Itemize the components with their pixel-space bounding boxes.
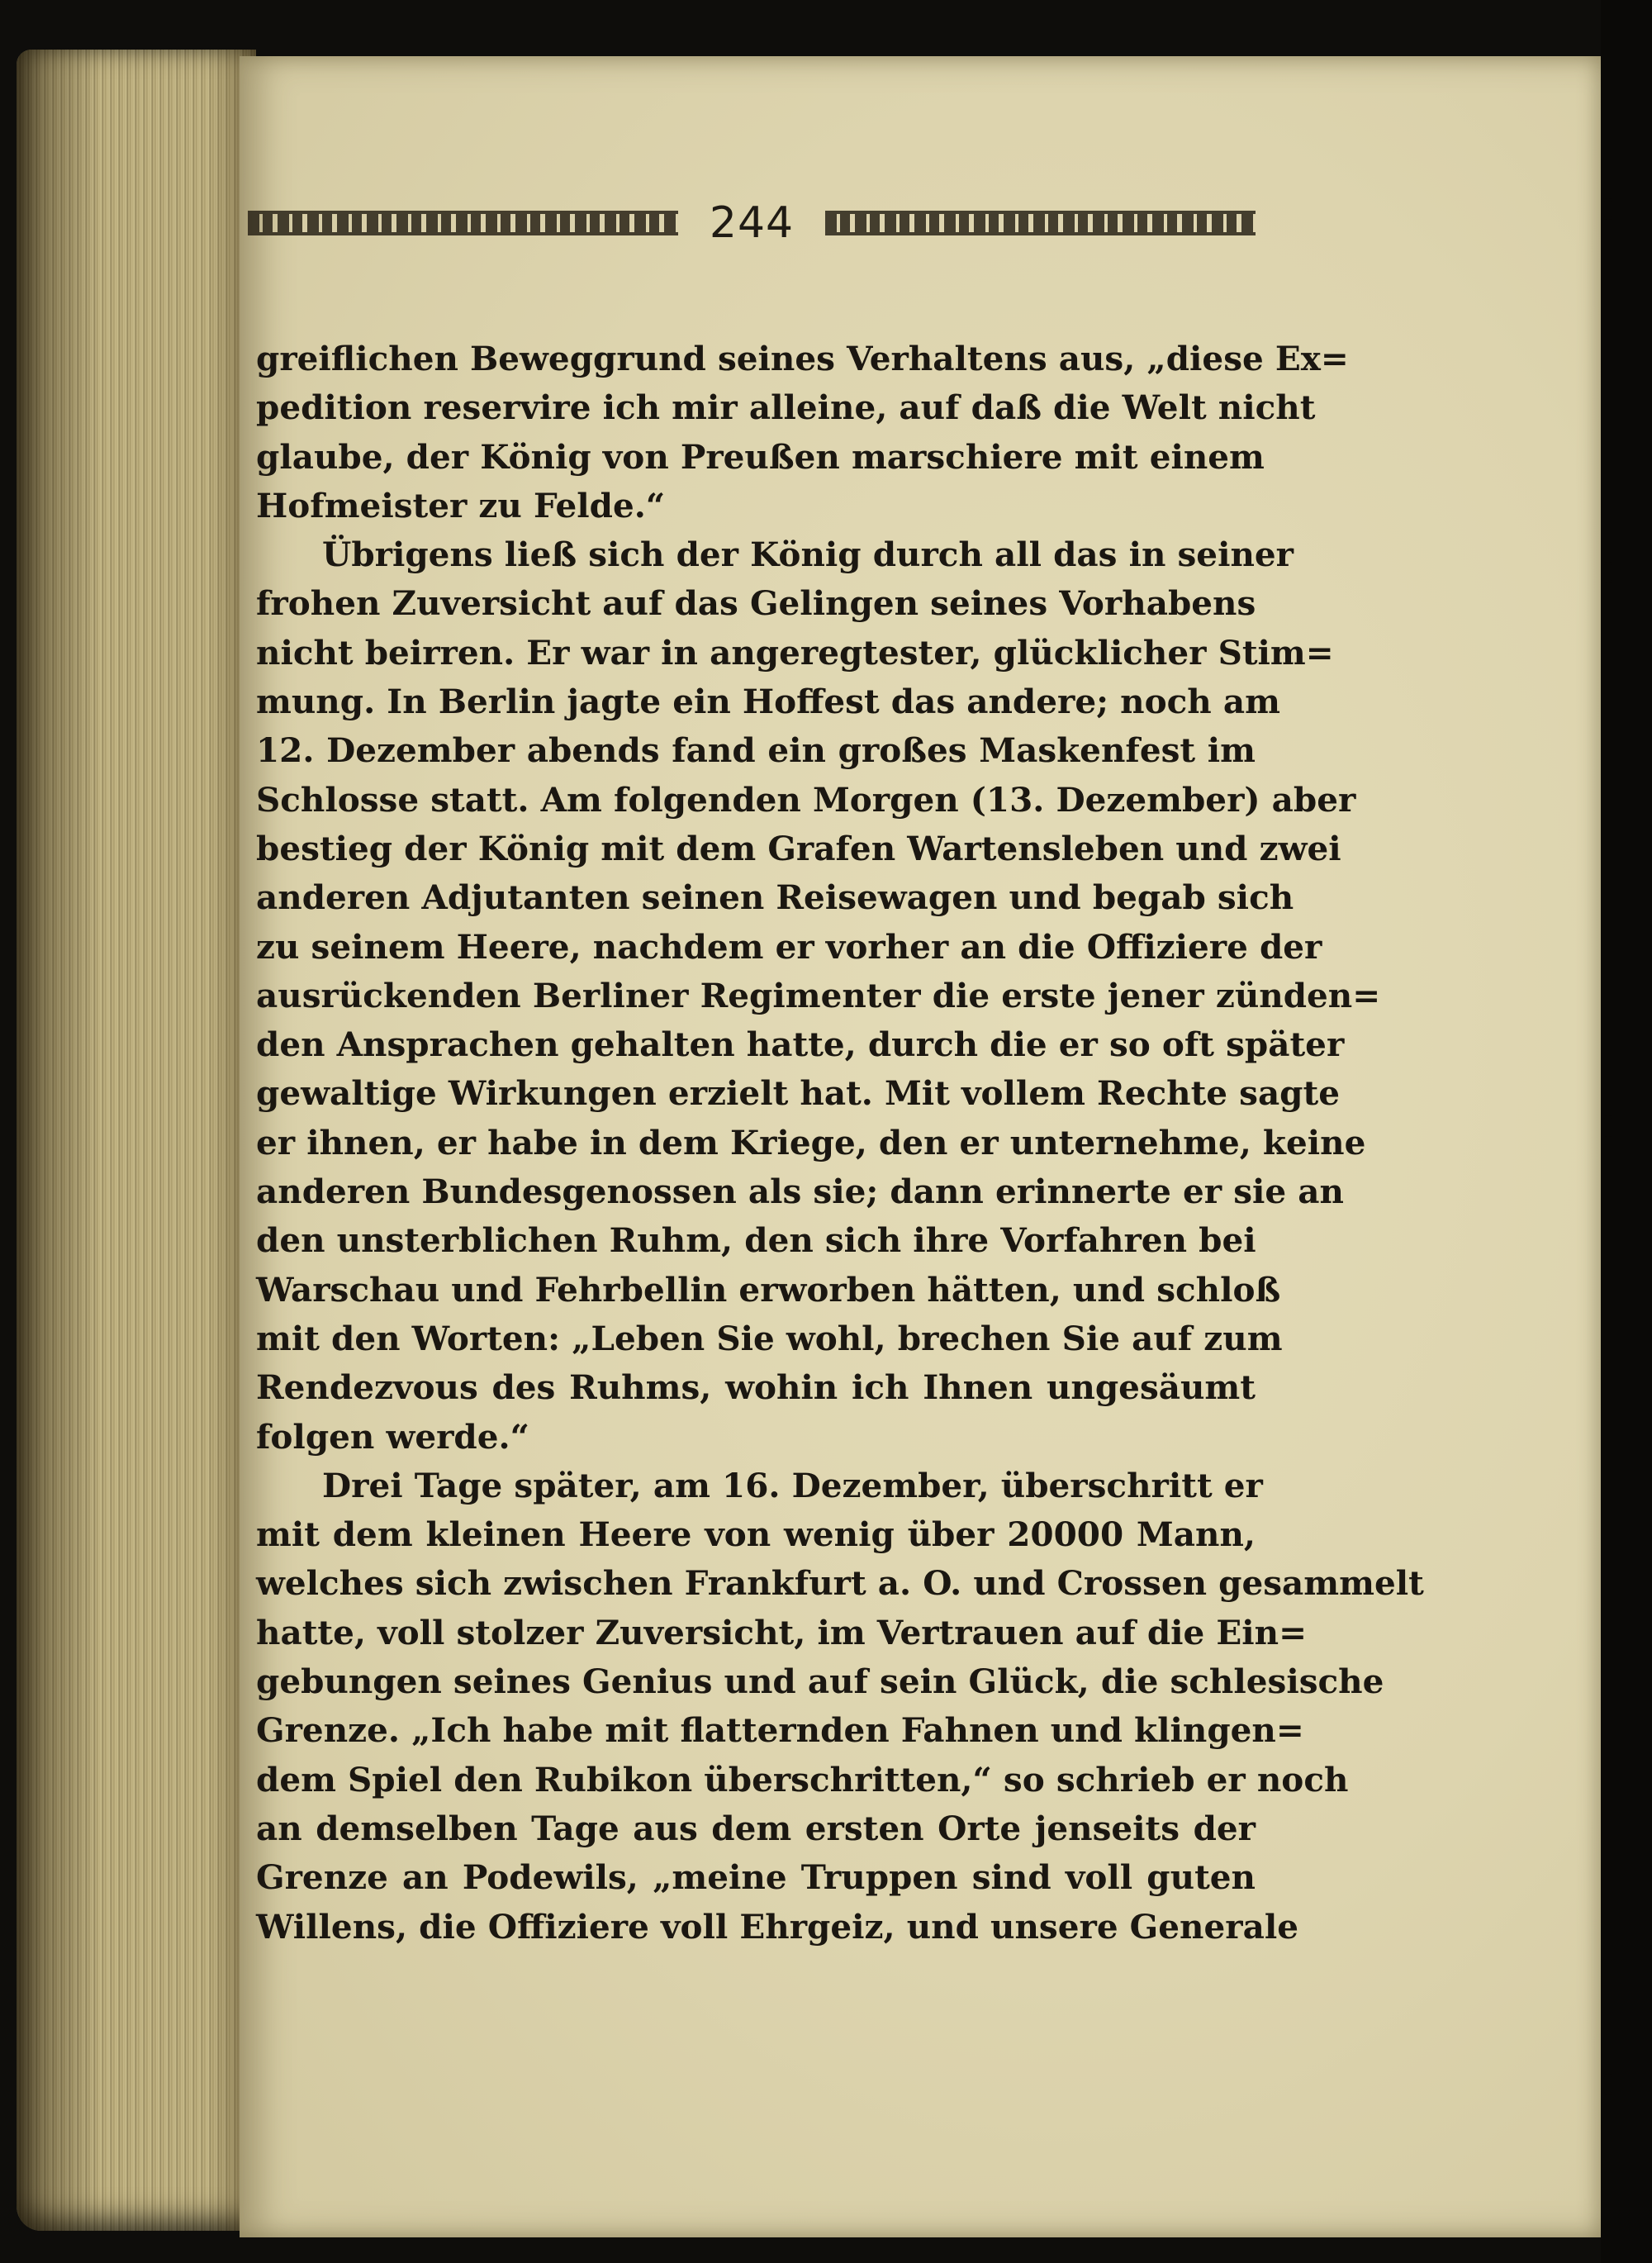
text-line: hatte, voll stolzer Zuversicht, im Vertrauen auf die Ein= [256, 1612, 1308, 1652]
binding-mark [1604, 2074, 1612, 2095]
text-line: Hofmeister zu Felde.“ [256, 485, 666, 525]
text-line: Willens, die Offiziere voll Ehrgeiz, und unsere Generale [256, 1906, 1298, 1947]
text-line: an demselben Tage aus dem ersten Orte jenseits der [256, 1808, 1256, 1848]
binding-mark [1604, 198, 1612, 220]
text-line: zu seinem Heere, nachdem er vorher an die Offiziere der [256, 926, 1322, 967]
binding-mark [1604, 562, 1612, 583]
text-line: dem Spiel den Rubikon überschritten,“ so schrieb er noch [256, 1759, 1349, 1799]
text-line: welches sich zwischen Frankfurt a. O. und Crossen gesammelt [256, 1563, 1424, 1604]
text-line: gewaltige Wirkungen erzielt hat. Mit vollem Rechte sagte [256, 1073, 1340, 1114]
text-line: mit dem kleinen Heere von wenig über 20000 Mann, [256, 1514, 1256, 1555]
text-line: frohen Zuversicht auf das Gelingen seines Vorhabens [256, 583, 1256, 624]
text-line: ausrückenden Berliner Regimenter die erste jener zünden= [256, 975, 1381, 1015]
running-header [248, 190, 1256, 256]
text-line: pedition reservire ich mir alleine, auf daß die Welt nicht [256, 387, 1316, 428]
text-line: Schlosse statt. Am folgenden Morgen (13. Dezember) aber [256, 779, 1356, 820]
text-line: anderen Adjutanten seinen Reisewagen und begab sich [256, 877, 1294, 918]
text-line: Drei Tage später, am 16. Dezember, überschritt er [322, 1465, 1263, 1505]
text-line: Grenze. „Ich habe mit flatternden Fahnen und klingen= [256, 1710, 1304, 1751]
text-line: Grenze an Podewils, „meine Truppen sind voll guten [256, 1857, 1256, 1898]
header-ornament-left [248, 211, 678, 235]
text-line: den unsterblichen Ruhm, den sich ihre Vorfahren bei [256, 1220, 1256, 1261]
text-line: gebungen seines Genius und auf sein Glück, die schlesische [256, 1662, 1384, 1702]
text-line: Rendezvous des Ruhms, wohin ich Ihnen ungesäumt [256, 1367, 1256, 1408]
text-line: Übrigens ließ sich der König durch all das in seiner [322, 535, 1294, 575]
text-line: glaube, der König von Preußen marschiere mit einem [256, 436, 1265, 477]
text-line: mit den Worten: „Leben Sie wohl, brechen Sie auf zum [256, 1318, 1283, 1358]
text-line: greiflichen Beweggrund seines Verhaltens aus, „diese Ex= [256, 339, 1349, 378]
text-line: anderen Bundesgenossen als sie; dann erinnerte er sie an [256, 1172, 1344, 1212]
header-ornament-right [825, 211, 1256, 235]
text-line: folgen werde.“ [256, 1416, 529, 1457]
text-line: bestieg der König mit dem Grafen Wartensleben und zwei [256, 828, 1341, 868]
text-line: Warschau und Fehrbellin erworben hätten, und schloß [256, 1269, 1281, 1310]
body-text [256, 335, 1424, 1952]
text-line: mung. In Berlin jagte ein Hoffest das andere; noch am [256, 682, 1280, 722]
page-number: 244 [709, 198, 795, 248]
page-edges [17, 50, 256, 2231]
text-line: er ihnen, er habe in dem Kriege, den er unternehme, keine [256, 1122, 1366, 1162]
text-line: 12. Dezember abends fand ein großes Maskenfest im [256, 730, 1256, 771]
text-line: nicht beirren. Er war in angeregtester, glücklicher Stim= [256, 632, 1334, 673]
text-line: den Ansprachen gehalten hatte, durch die er so oft später [256, 1025, 1345, 1065]
binding-mark [1604, 1115, 1612, 1137]
